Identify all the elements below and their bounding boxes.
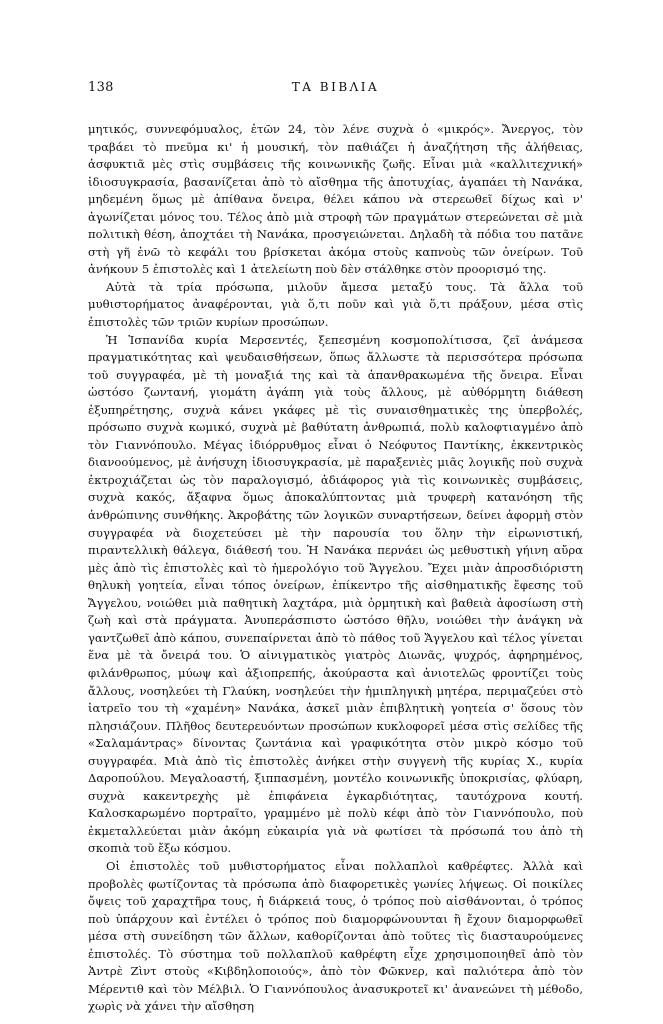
page-number: 138 — [88, 80, 114, 95]
body-text — [88, 121, 583, 1016]
running-title: ΤΑ ΒΙΒΛΙΑ — [291, 80, 380, 94]
paragraph: Αὐτὰ τὰ τρία πρόσωπα, μιλοῦν ἄμεσα μεταξύ τους. Τὰ ἄλλα τοῦ μυθιστορήματος ἀναφέρονται, γιὰ ὅ,τι ποῦν καὶ γιὰ ὅ,τι πράξουν, μέσα στὶς ἐπιστολὲς τῶν τριῶν κυρίων προσώπων. — [88, 279, 583, 330]
paragraph: Οἱ ἐπιστολὲς τοῦ μυθιστορήματος εἶναι πολλαπλοὶ καθρέφτες. Ἀλλὰ καὶ προβολὲς φωτίζοντας τὰ πρόσωπα ἀπὸ διαφορετικὲς γωνίες λήψεως. Οἱ ποικίλες ὄψεις τοῦ χαραχτῆρα τους, ἡ διάρκειά τους, ὁ τρόπος ποὺ αἰσθάνονται, ὁ τρόπος ποὺ ὑπάρχουν καὶ ἐντέλει ὁ τρόπος ποὺ διαμορφώνουνται ἢ ἔχουν διαμορφωθεῖ μέσα στὴ συνείδηση τῶν ἄλλων, καθορίζονται ἀπὸ τοῦτες τὶς διασταυρούμενες ἐπιστολές. Τὸ σύστημα τοῦ πολλαπλοῦ καθρέφτη εἶχε χρησιμοποιηθεῖ ἀπὸ τὸν Ἀντρὲ Ζὶντ στοὺς «Κιβδηλοποιούς», ἀπὸ τὸν Φῶκνερ, καὶ παλιότερα ἀπὸ τὸν Μέρεντιθ καὶ τὸν Μέλβιλ. Ὁ Γιαννόπουλος ἀνασυκροτεῖ κι' ἀνανεώνει τὴ μέθοδο, χωρὶς νὰ χάνει τὴν αἴσθηση — [88, 858, 583, 1014]
paragraph: μητικός, συννεφόμυαλος, ἐτῶν 24, τὸν λένε συχνὰ ὁ «μικρός». Ἄνεργος, τὸν τραβάει τὸ πνεῦμα κι' ἡ μουσική, τὸν παθιάζει ἡ ἀναζήτηση τῆς ἀλήθειας, ἀσφυκτιᾶ μὲς στὶς συμβάσεις τῆς κοινωνικῆς ζωῆς. Εἶναι μιὰ «καλλιτεχνική» ἰδιοσυγκρασία, βασανίζεται ἀπὸ τὸ αἴσθημα τῆς ἀποτυχίας, ἀγαπάει τὴ Νανάκα, μηδεμένη ὅμως μὲ ἀπίθανα ὄνειρα, θέλει κάπου νὰ στερεωθεῖ δίχως καὶ ν' ἀγωνίζεται μόνος του. Τέλος ἀπὸ μιὰ στροφὴ τῶν πραγμάτων στερεώνεται σὲ μιὰ πολιτικὴ θέση, ἀποχτάει τὴ Νανάκα, προσγειώνεται. Δηλαδὴ τὰ πόδια του πατᾶνε στὴ γῆ ἐνῶ τὸ κεφάλι του βρίσκεται ἀκόμα στοὺς καπνοὺς τῶν ὀνείρων. Τοῦ ἀνήκουν 5 ἐπιστολὲς καὶ 1 ἀτελείωτη ποὺ δὲν στάλθηκε στὸν προορισμό της. — [88, 122, 583, 277]
page-header — [88, 80, 583, 102]
paragraph: Ἡ Ἱσπανίδα κυρία Μερσεντές, ξεπεσμένη κοσμοπολίτισσα, ζεῖ ἀνάμεσα πραγματικότητας καὶ ψευδαισθήσεων, ὅπως ἄλλωστε τὰ περισσότερα πρόσωπα τοῦ συγγραφέα, μὲ τὴ μοναξιά της καὶ τὰ ἀπανθρακωμένα τῆς ὄνειρα. Εἶναι ὡστόσο ζωντανή, γιομάτη ἀγάπη γιὰ τοὺς ἄλλους, μὲ αὐθόρμητη διάθεση ἐξυπηρέτησης, συχνὰ κάνει γκάφες μὲ τὶς συναισθηματικὲς της ὑπερβολές, πρόσωπο συχνὰ κωμικό, συχνὰ μὲ βαθύτατη ἀνθρωπιά, πολὺ καλοφτιαγμένο ἀπὸ τὸν Γιαννόπουλο. Μέγας ἰδιόρρυθμος εἶναι ὁ Νεόφυτος Παντίκης, ἐκκεντρικὸς διανοούμενος, μὲ ἀνήσυχη ἰδιοσυγκρασία, μὲ παραξενιὲς μιᾶς λογικῆς ποὺ συχνὰ ἐκτροχιάζεται ὡς τὸν παραλογισμό, ἀδιάφορος γιὰ τὶς κοινωνικὲς συμβάσεις, συχνὰ κακός, ἄξαφνα ὅμως ἀποκαλύπτοντας μιὰ τρυφερὴ κατανόηση τῆς ἀνθρώπινης συνθήκης. Ἀκροβάτης τῶν λογικῶν συναρτήσεων, δείνει ἀφορμὴ στὸν συγγραφέα νὰ διοχετεύσει μὲ τὴν παρουσία του ὅλην τὴν εἰρωνιστική, πιραντελλικὴ θάλεγα, διάθεσή του. Ἡ Νανάκα περνάει ὡς μεθυστικὴ γήινη αὔρα μὲς ἀπὸ τὶς ἐπιστολὲς καὶ τὸ ἡμερολόγιο τοῦ Ἄγγελου. Ἔχει μιὰν ἀπροσδιόριστη θηλυκὴ γοητεία, εἶναι τόπος ὀνείρων, ἐπίκεντρο τῆς αἰσθηματικῆς ἔφεσης τοῦ Ἄγγελου, νοιώθει μιὰ παθητικὴ λαχτάρα, μιὰ ὁρμητικὴ καὶ βαθειὰ ἀφοσίωση στὴ ζωὴ καὶ στὰ πράγματα. Ἀνυπεράσπιστο ὡστόσο θῆλυ, νοιώθει τὴν ἀνάγκη νὰ γαντζωθεῖ ἀπὸ κάπου, συνεπαίρνεται ἀπὸ τὸ πάθος τοῦ Ἄγγελου καὶ τέλος γίνεται ἕνα μὲ τὰ ὄνειρά του. Ὁ αἰνιγματικὸς γιατρὸς Διωνᾶς, ψυχρός, ἀφηρημένος, φιλάνθρωπος, μύωψ καὶ ἀξιοπρεπής, ἀκούραστα καὶ ἀνιοτελῶς φροντίζει τοὺς ἄλλους, νοσηλεύει τὴ Γλαύκη, νοσηλεύει τὴν ἡμιπληγικὴ μητέρα, περιμαζεύει στὸ ἰατρεῖο του τὴ «χαμένη» Νανάκα, ἀσκεῖ μιὰν ἐπιβλητικὴ γοητεία σ' ὅσους τὸν πλησιάζουν. Πλῆθος δευτερευόντων προσώπων κυκλοφορεῖ μέσα στὶς σελίδες τῆς «Σαλαμάντρας» δίνοντας ζωντάνια καὶ γραφικότητα στὸν μικρὸ κόσμο τοῦ συγγραφέα. Μιὰ ἀπὸ τὶς ἐπιστολὲς ἀνήκει στὴν συγγενὴ τῆς κυρίας Χ., κυρία Δαροπούλου. Μεγαλοαστή, ξιππασμένη, μοντέλο κοινωνικῆς ὑποκρισίας, φλύαρη, συχνὰ κακεντρεχὴς μὲ ἐπιφάνεια ἐγκαρδιότητας, ταυτόχρονα κουτή. Καλοσκαρωμένο πορτραῖτο, γραμμένο μὲ πολὺ κέφι ἀπὸ τὸν Γιαννόπουλο, ποὺ ἐκμεταλλεύεται μιὰν ἀκόμη εὐκαιρία γιὰ νὰ φωτίσει τὰ πρόσωπά του ἀπὸ τὴ σκοπιὰ τοῦ ἔξω κόσμου. — [88, 332, 583, 856]
